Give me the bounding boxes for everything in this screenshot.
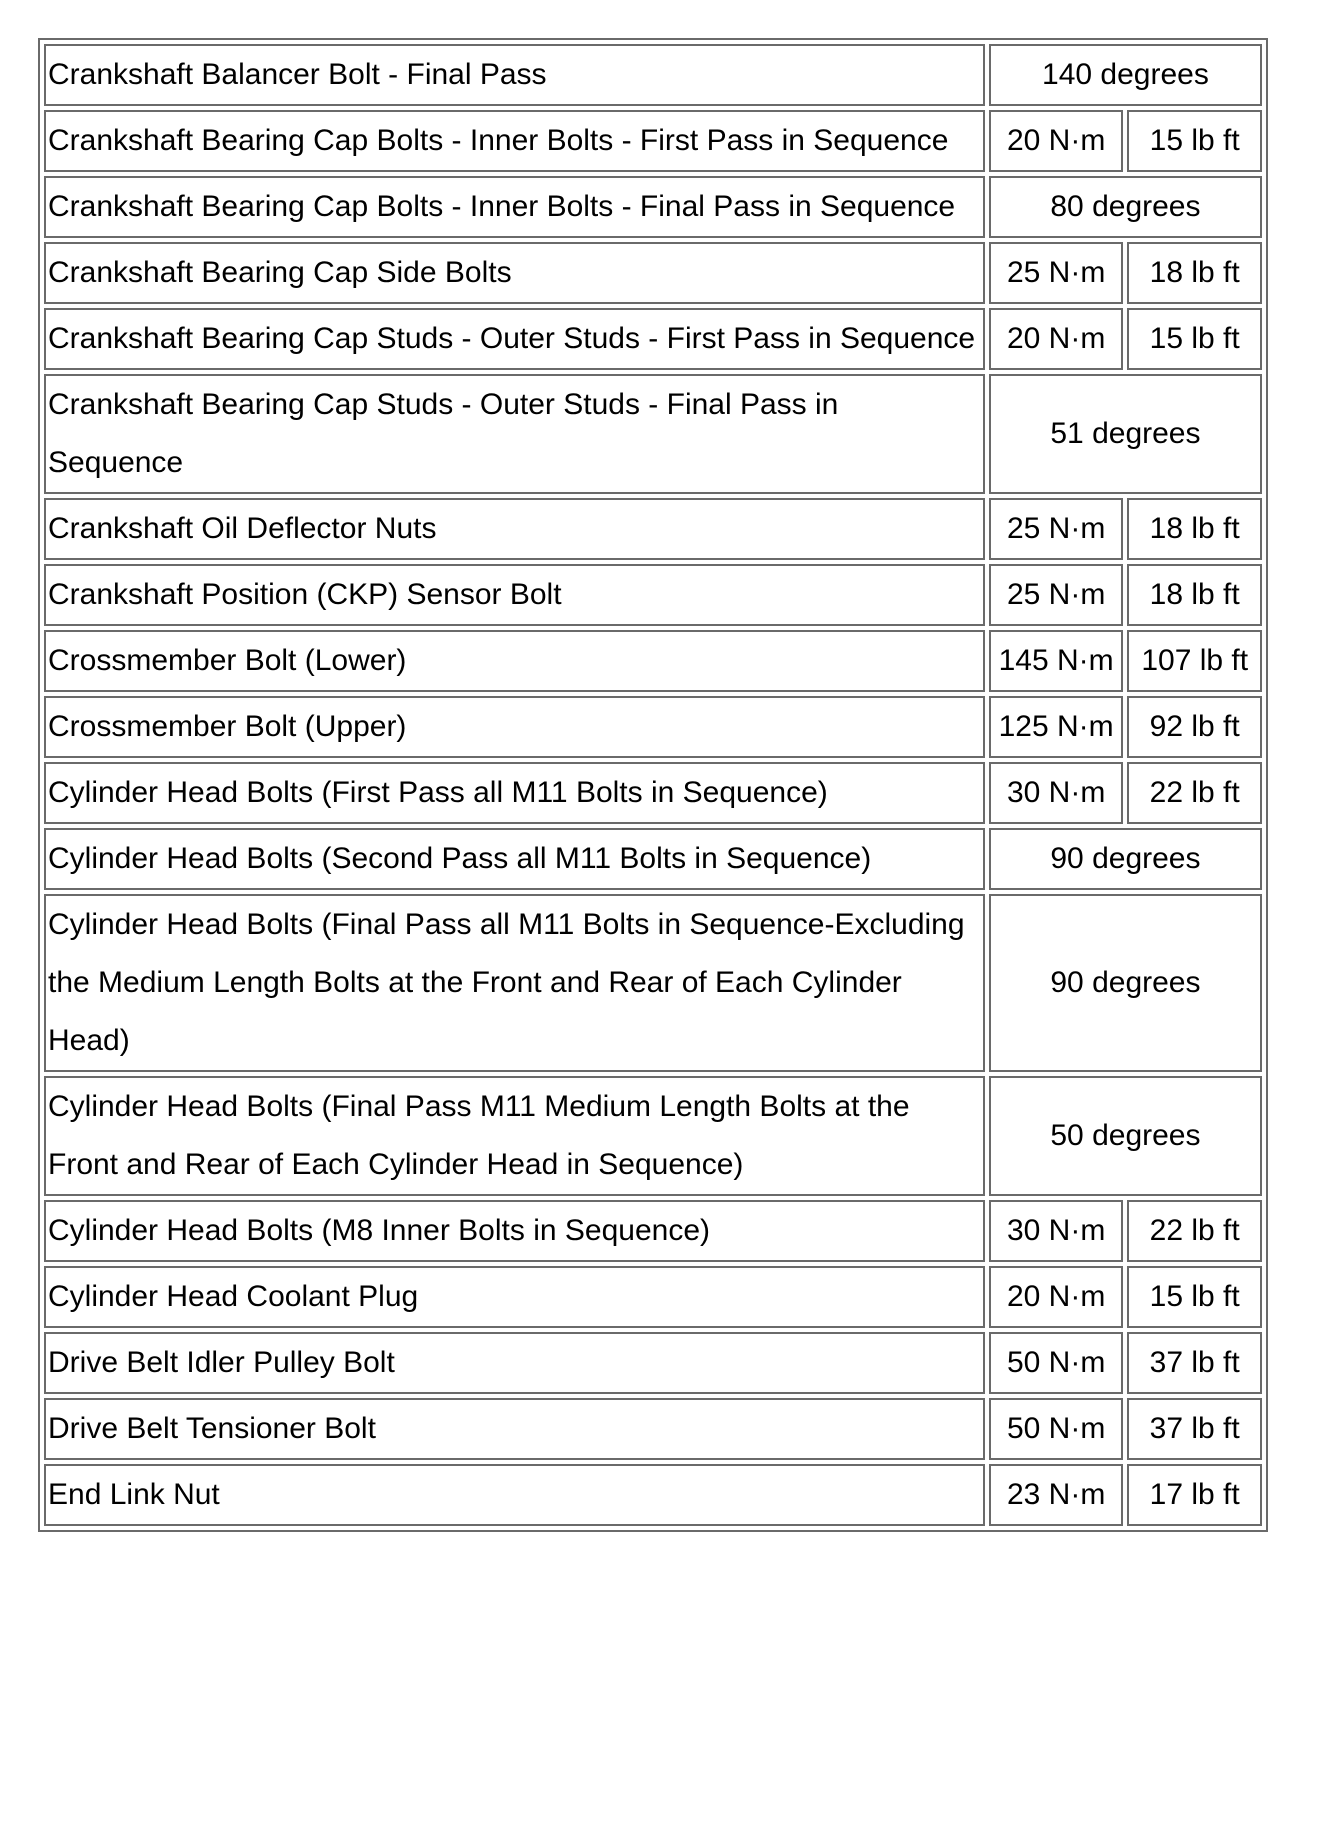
table-row: [44, 1200, 1262, 1262]
spec-english-value: 18 lb ft: [1127, 498, 1262, 560]
spec-description: Crankshaft Bearing Cap Side Bolts: [44, 242, 985, 304]
spec-angle-value: 140 degrees: [989, 44, 1262, 106]
spec-metric-value: 25 N·m: [989, 242, 1124, 304]
spec-description: Cylinder Head Bolts (Final Pass M11 Medium Length Bolts at the Front and Rear of Each Cylinder Head in Sequence): [44, 1076, 985, 1196]
spec-metric-value: 25 N·m: [989, 498, 1124, 560]
spec-description: Cylinder Head Coolant Plug: [44, 1266, 985, 1328]
spec-description: Crankshaft Position (CKP) Sensor Bolt: [44, 564, 985, 626]
spec-english-value: 22 lb ft: [1127, 1200, 1262, 1262]
spec-description: Crossmember Bolt (Lower): [44, 630, 985, 692]
table-row: [44, 1464, 1262, 1526]
spec-metric-value: 125 N·m: [989, 696, 1124, 758]
table-row: [44, 110, 1262, 172]
spec-english-value: 18 lb ft: [1127, 242, 1262, 304]
table-row: [44, 762, 1262, 824]
spec-metric-value: 145 N·m: [989, 630, 1124, 692]
table-row: [44, 564, 1262, 626]
table-row: [44, 308, 1262, 370]
table-row: [44, 498, 1262, 560]
torque-spec-table-body: [44, 44, 1262, 1526]
spec-metric-value: 50 N·m: [989, 1398, 1124, 1460]
table-row: [44, 630, 1262, 692]
spec-angle-value: 51 degrees: [989, 374, 1262, 494]
table-row: [44, 894, 1262, 1072]
table-row: [44, 1076, 1262, 1196]
spec-angle-value: 90 degrees: [989, 828, 1262, 890]
spec-metric-value: 20 N·m: [989, 110, 1124, 172]
spec-description: Cylinder Head Bolts (M8 Inner Bolts in Sequence): [44, 1200, 985, 1262]
spec-metric-value: 20 N·m: [989, 1266, 1124, 1328]
table-row: [44, 828, 1262, 890]
table-row: [44, 374, 1262, 494]
spec-description: Crankshaft Bearing Cap Bolts - Inner Bolts - First Pass in Sequence: [44, 110, 985, 172]
spec-description: Crankshaft Bearing Cap Bolts - Inner Bolts - Final Pass in Sequence: [44, 176, 985, 238]
spec-description: Crossmember Bolt (Upper): [44, 696, 985, 758]
table-row: [44, 1398, 1262, 1460]
spec-english-value: 15 lb ft: [1127, 308, 1262, 370]
spec-metric-value: 30 N·m: [989, 1200, 1124, 1262]
spec-english-value: 18 lb ft: [1127, 564, 1262, 626]
spec-metric-value: 23 N·m: [989, 1464, 1124, 1526]
spec-english-value: 107 lb ft: [1127, 630, 1262, 692]
spec-description: Cylinder Head Bolts (Final Pass all M11 Bolts in Sequence-Excluding the Medium Length Bolts at the Front and Rear of Each Cylinder Head): [44, 894, 985, 1072]
spec-description: Crankshaft Oil Deflector Nuts: [44, 498, 985, 560]
table-row: [44, 696, 1262, 758]
table-row: [44, 1266, 1262, 1328]
spec-description: Cylinder Head Bolts (Second Pass all M11 Bolts in Sequence): [44, 828, 985, 890]
spec-description: Drive Belt Idler Pulley Bolt: [44, 1332, 985, 1394]
torque-spec-table: [38, 38, 1268, 1532]
spec-metric-value: 25 N·m: [989, 564, 1124, 626]
spec-description: Cylinder Head Bolts (First Pass all M11 Bolts in Sequence): [44, 762, 985, 824]
spec-description: Crankshaft Bearing Cap Studs - Outer Studs - First Pass in Sequence: [44, 308, 985, 370]
table-row: [44, 44, 1262, 106]
table-row: [44, 242, 1262, 304]
spec-description: End Link Nut: [44, 1464, 985, 1526]
spec-angle-value: 50 degrees: [989, 1076, 1262, 1196]
spec-english-value: 92 lb ft: [1127, 696, 1262, 758]
spec-metric-value: 30 N·m: [989, 762, 1124, 824]
spec-english-value: 37 lb ft: [1127, 1332, 1262, 1394]
spec-metric-value: 50 N·m: [989, 1332, 1124, 1394]
spec-metric-value: 20 N·m: [989, 308, 1124, 370]
spec-description: Crankshaft Bearing Cap Studs - Outer Studs - Final Pass in Sequence: [44, 374, 985, 494]
spec-description: Crankshaft Balancer Bolt - Final Pass: [44, 44, 985, 106]
spec-angle-value: 80 degrees: [989, 176, 1262, 238]
spec-english-value: 37 lb ft: [1127, 1398, 1262, 1460]
spec-english-value: 17 lb ft: [1127, 1464, 1262, 1526]
table-row: [44, 176, 1262, 238]
spec-english-value: 15 lb ft: [1127, 1266, 1262, 1328]
spec-english-value: 15 lb ft: [1127, 110, 1262, 172]
table-row: [44, 1332, 1262, 1394]
spec-english-value: 22 lb ft: [1127, 762, 1262, 824]
spec-description: Drive Belt Tensioner Bolt: [44, 1398, 985, 1460]
spec-angle-value: 90 degrees: [989, 894, 1262, 1072]
